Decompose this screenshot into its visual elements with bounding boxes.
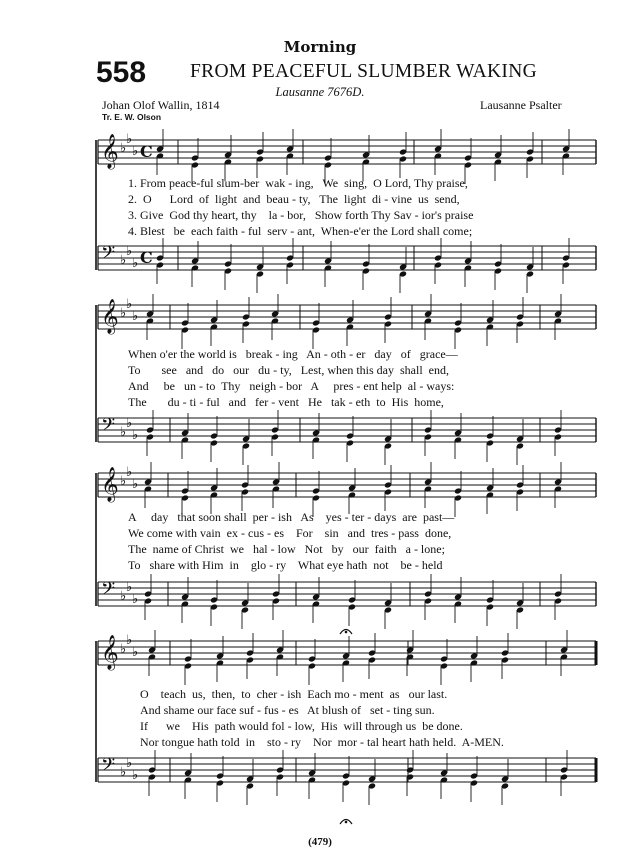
flat-sign: ♭ bbox=[120, 306, 127, 321]
lyric-line: 1. From peace-ful slum-ber wak - ing, We sing, O Lord, Thy praise, bbox=[128, 176, 468, 190]
flat-sign: ♭ bbox=[132, 477, 139, 492]
flat-sign: ♭ bbox=[126, 756, 133, 771]
flat-sign: ♭ bbox=[120, 589, 127, 604]
flat-sign: ♭ bbox=[126, 244, 133, 259]
treble-clef: 𝄞 bbox=[101, 134, 119, 169]
translator-credit: Tr. E. W. Olson bbox=[102, 112, 162, 122]
flat-sign: ♭ bbox=[120, 474, 127, 489]
lyric-line: 2. O Lord of light and beau - ty, The light di - vine us send, bbox=[128, 192, 460, 206]
flat-sign: ♭ bbox=[132, 592, 139, 607]
time-signature: C bbox=[140, 248, 153, 267]
tune-source: Lausanne Psalter bbox=[480, 98, 562, 112]
flat-sign: ♭ bbox=[126, 297, 133, 312]
flat-sign: ♭ bbox=[126, 132, 133, 147]
lyric-line: O teach us, then, to cher - ish Each mo - ment as our last. bbox=[140, 687, 448, 701]
flat-sign: ♭ bbox=[132, 256, 139, 271]
lyric-line: And shame our face suf - fus - es At blush of set - ting sun. bbox=[140, 703, 435, 717]
lyric-line: The du - ti - ful and fer - vent He tak - eth to His home, bbox=[128, 395, 444, 409]
lyric-line: When o'er the world is break - ing An - oth - er day of grace— bbox=[128, 347, 458, 361]
treble-clef: 𝄞 bbox=[101, 635, 119, 670]
treble-clef: 𝄞 bbox=[101, 467, 119, 502]
lyric-line: The name of Christ we hal - low Not by our faith a - lone; bbox=[128, 542, 445, 556]
flat-sign: ♭ bbox=[126, 465, 133, 480]
tune-meter: Lausanne 7676D. bbox=[275, 85, 365, 99]
flat-sign: ♭ bbox=[120, 141, 127, 156]
lyric-line: 3. Give God thy heart, thy la - bor, Show forth Thy Sav - ior's praise bbox=[128, 208, 474, 222]
bass-clef: 𝄢 bbox=[101, 243, 116, 268]
hymn-number: 558 bbox=[96, 56, 147, 89]
flat-sign: ♭ bbox=[120, 253, 127, 268]
lyric-line: And be un - to Thy neigh - bor A pres - ent help al - ways: bbox=[128, 379, 455, 393]
time-signature: C bbox=[140, 142, 153, 161]
flat-sign: ♭ bbox=[120, 642, 127, 657]
flat-sign: ♭ bbox=[126, 416, 133, 431]
flat-sign: ♭ bbox=[126, 580, 133, 595]
flat-sign: ♭ bbox=[120, 765, 127, 780]
fermata-dot bbox=[345, 631, 348, 634]
flat-sign: ♭ bbox=[132, 768, 139, 783]
bass-clef: 𝄢 bbox=[101, 755, 116, 780]
bass-clef: 𝄢 bbox=[101, 579, 116, 604]
lyric-line: 4. Blest be each faith - ful serv - ant, When-e'er the Lord shall come; bbox=[128, 224, 473, 238]
flat-sign: ♭ bbox=[132, 645, 139, 660]
lyric-line: If we His path would fol - low, His will through us be done. bbox=[140, 719, 463, 733]
author-credit: Johan Olof Wallin, 1814 bbox=[102, 98, 220, 112]
lyric-line: A day that soon shall per - ish As yes - ter - days are past— bbox=[128, 510, 455, 524]
lyric-line: To share with Him in glo - ry What eye hath not be - held bbox=[128, 558, 443, 572]
section-heading: Morning bbox=[283, 38, 357, 56]
bass-clef: 𝄢 bbox=[101, 415, 116, 440]
flat-sign: ♭ bbox=[132, 428, 139, 443]
page-number: (479) bbox=[308, 836, 332, 848]
flat-sign: ♭ bbox=[120, 425, 127, 440]
flat-sign: ♭ bbox=[132, 144, 139, 159]
lyric-line: To see and do our du - ty, Lest, when this day shall end, bbox=[128, 363, 449, 377]
lyric-line: We come with vain ex - cus - es For sin and tres - pass done, bbox=[128, 526, 452, 540]
hymn-title: FROM PEACEFUL SLUMBER WAKING bbox=[190, 61, 537, 82]
flat-sign: ♭ bbox=[132, 309, 139, 324]
fermata-dot bbox=[345, 821, 348, 824]
flat-sign: ♭ bbox=[126, 633, 133, 648]
lyric-line: Nor tongue hath told in sto - ry Nor mor - tal heart hath held. A-MEN. bbox=[140, 735, 504, 749]
treble-clef: 𝄞 bbox=[101, 299, 119, 334]
